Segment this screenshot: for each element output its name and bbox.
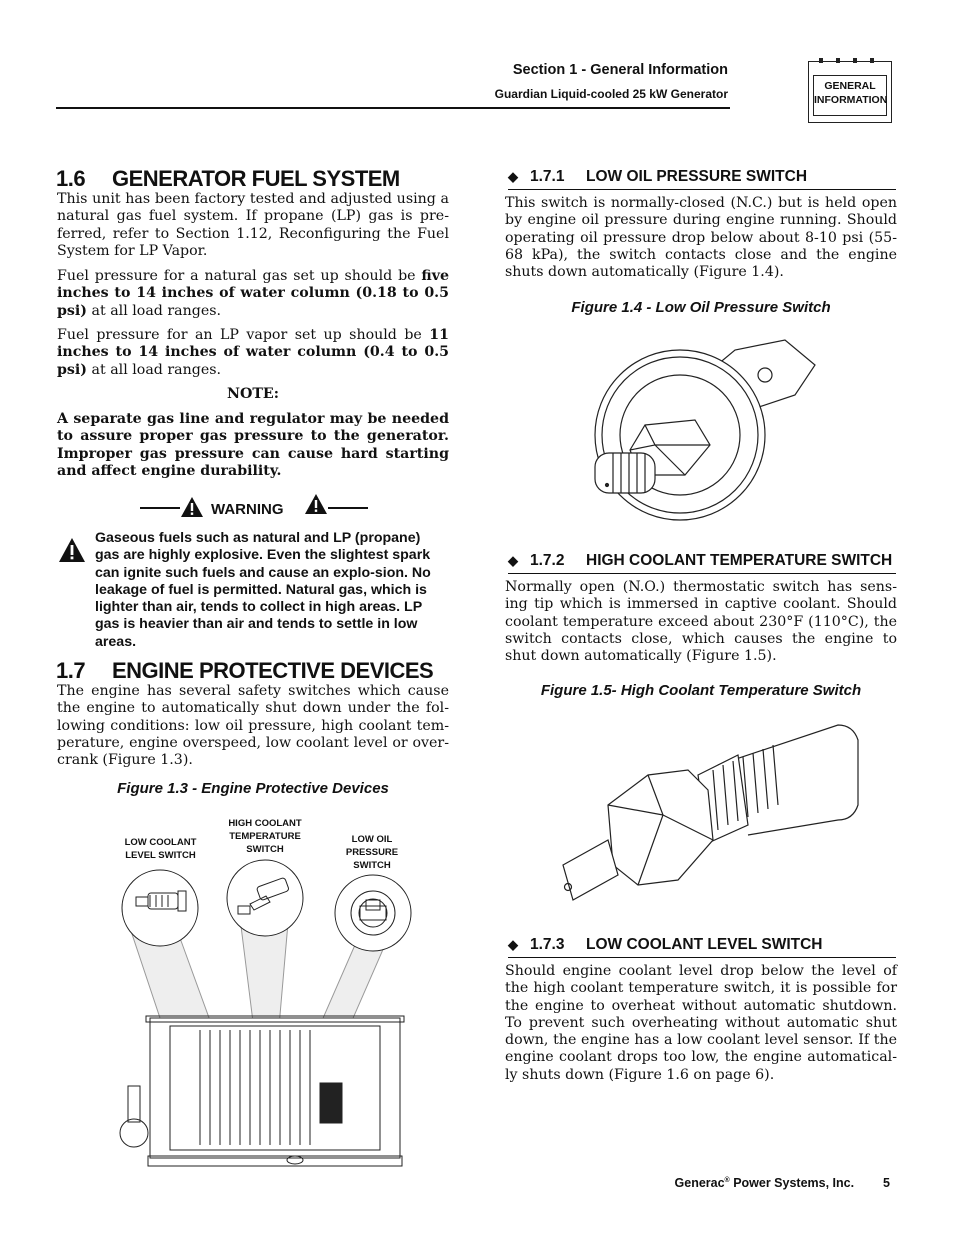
registered-mark: ® [724, 1176, 730, 1184]
heading-title: GENERATOR FUEL SYSTEM [112, 166, 400, 191]
low-coolant-level-paragraph: Should engine coolant level drop below the level of the high coolant temperature switch, it is possible for the engine to overheat without automatic shutdown. To prevent such overheating without automatic shut down, the engine has a low coolant level sensor. If the engine coolant drops too low, the engine automatical-ly shuts down (Figure 1.6 on page 6). [505, 963, 897, 1083]
label-line: SWITCH [246, 844, 284, 855]
diamond-bullet-icon: ◆ [508, 553, 518, 568]
label-line: TEMPERATURE [229, 831, 301, 842]
low-oil-pressure-switch-illustration [585, 335, 825, 525]
fuel-system-paragraph-2 [57, 268, 449, 320]
warning-triangle-icon [304, 493, 328, 515]
p3-text-end: at all load ranges. [87, 361, 222, 378]
warning-triangle-icon [58, 537, 86, 563]
heading-number: 1.7.2 [530, 552, 565, 569]
heading-1-7-3 [508, 936, 896, 958]
section-tab [808, 61, 892, 123]
low-oil-pressure-paragraph: This switch is normally-closed (N.C.) but is held open by engine oil pressure during engine running. Should operating oil pressure drop below about 8-10 psi (55-68 kPa), the switch contacts close and the engine shuts down automatically (Figure 1.4). [505, 195, 897, 281]
note-label: NOTE: [227, 386, 279, 402]
heading-number: 1.7.3 [530, 936, 565, 953]
label-line: LOW OIL [351, 834, 393, 845]
label-line: PRESSURE [345, 847, 399, 858]
engine-protective-devices-illustration [110, 858, 420, 1170]
heading-1-7-1 [508, 168, 896, 190]
figure-1-5-caption: Figure 1.5- High Coolant Temperature Switch [540, 682, 862, 699]
tab-line-2: INFORMATION [814, 94, 888, 106]
fuel-system-paragraph-1: This unit has been factory tested and adjusted using a natural gas fuel system. If propane (LP) gas is pre-ferred, refer to Section 1.12, Reconfiguring the Fuel System for LP Vapor. [57, 191, 449, 259]
p2-text: Fuel pressure for a natural gas set up should be [57, 268, 422, 284]
heading-title: ENGINE PROTECTIVE DEVICES [112, 658, 434, 683]
footer-company: Generac [674, 1176, 725, 1190]
heading-1-7-2 [508, 552, 896, 574]
label-line: SWITCH [353, 860, 391, 871]
note-text: A separate gas line and regulator may be needed to assure proper gas pressure to the generator. Improper gas pressure can cause hard starting and affect engine durability. [57, 411, 449, 479]
diamond-bullet-icon: ◆ [508, 937, 518, 952]
fuel-system-paragraph-3 [57, 327, 449, 379]
header-rule [56, 107, 730, 109]
label-line: LOW COOLANT [124, 837, 197, 848]
protective-devices-paragraph: The engine has several safety switches which cause the engine to automatically shut down under the fol-lowing conditions: low oil pressure, high coolant tem-perature, engine overspeed, low coolant level or over-crank (Figure 1.3). [57, 683, 449, 769]
heading-title: LOW OIL PRESSURE SWITCH [586, 168, 808, 185]
warning-label: WARNING [211, 501, 284, 518]
p3-bold: 11 inches to 14 inches of water column (0.4 to 0.5 psi) [57, 327, 449, 378]
heading-title: LOW COOLANT LEVEL SWITCH [586, 936, 823, 953]
p2-text-end: at all load ranges. [87, 302, 222, 319]
high-coolant-temperature-switch-illustration [548, 715, 868, 925]
heading-1-6 [56, 166, 456, 192]
heading-1-7 [56, 658, 456, 684]
tab-line-1: GENERAL [824, 80, 876, 92]
warning-rule-left [140, 507, 180, 509]
label-line: HIGH COOLANT [228, 818, 302, 829]
warning-rule-right [328, 507, 368, 509]
document-subtitle: Guardian Liquid-cooled 25 kW Generator [494, 87, 728, 101]
p2-bold: five inches to 14 inches of water column (0.18 to 0.5 psi) [57, 268, 449, 319]
warning-text: Gaseous fuels such as natural and LP (propane) gas are highly explosive. Even the slightest spark can ignite such fuels and cause an explo-sion. No leakage of fuel is permitted. Natural gas, which is lighter than air, tends to collect in high areas. LP gas is heavier than air and tends to settle in low areas. [95, 530, 431, 650]
heading-number: 1.7.1 [530, 168, 565, 185]
label-high-coolant-temperature-switch [220, 817, 310, 856]
heading-number: 1.6 [56, 166, 86, 191]
heading-number: 1.7 [56, 658, 86, 683]
high-coolant-temperature-paragraph: Normally open (N.O.) thermostatic switch has sens-ing tip which is immersed in captive coolant. Should coolant temperature exceed about 230°F (110°C), the switch contacts close, which causes the engine to shut down automatically (Figure 1.5). [505, 579, 897, 665]
figure-1-3-caption: Figure 1.3 - Engine Protective Devices [117, 780, 389, 797]
figure-1-4-caption: Figure 1.4 - Low Oil Pressure Switch [571, 299, 831, 316]
footer-company-rest: Power Systems, Inc. [729, 1176, 855, 1190]
section-title: Section 1 - General Information [512, 62, 728, 78]
page-footer [560, 1176, 890, 1190]
diamond-bullet-icon: ◆ [508, 169, 518, 184]
warning-banner [140, 496, 370, 522]
warning-triangle-icon [180, 496, 204, 518]
label-line: LEVEL SWITCH [125, 850, 196, 861]
heading-title: HIGH COOLANT TEMPERATURE SWITCH [586, 552, 893, 569]
page-number: 5 [883, 1176, 890, 1190]
p3-text: Fuel pressure for an LP vapor set up should be [57, 327, 430, 343]
